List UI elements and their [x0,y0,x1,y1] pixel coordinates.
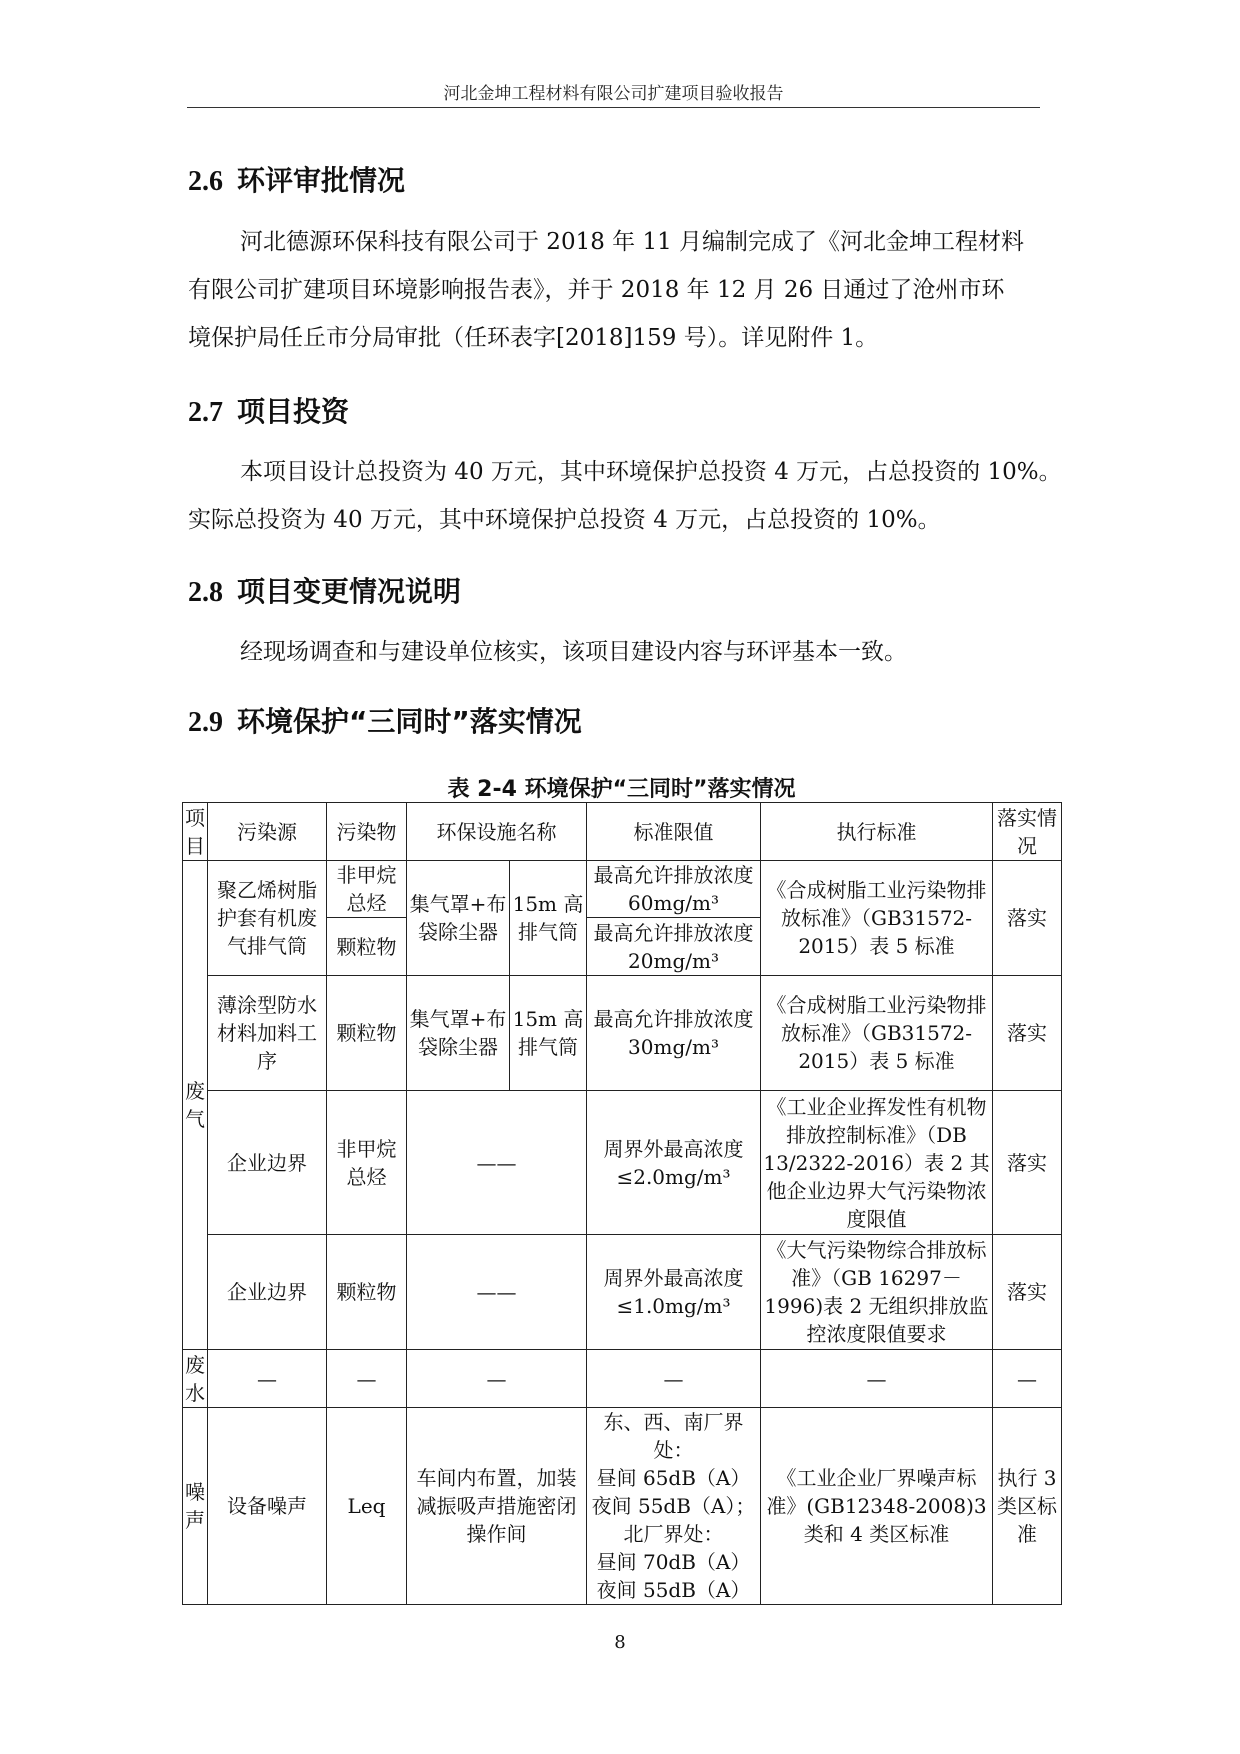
cell-status: 落实 [993,861,1062,976]
cell-limit: 最高允许排放浓度 60mg/m³ [587,861,761,918]
cell-facility: —— [407,1235,587,1350]
cell-limit: 最高允许排放浓度 30mg/m³ [587,976,761,1091]
cell-pollutant: — [327,1350,407,1408]
paragraph-line: 实际总投资为 40 万元，其中环境保护总投资 4 万元，占总投资的 10%。 [188,507,941,533]
section-heading-2-8 [188,575,461,610]
cell-facility: 车间内布置，加装减振吸声措施密闭操作间 [407,1408,587,1605]
three-simultaneous-table [182,802,1062,1605]
cell-status: 落实 [993,1091,1062,1235]
limit-line: 夜间 55dB（A）； [591,1494,756,1518]
cell-source: 聚乙烯树脂护套有机废气排气筒 [208,861,327,976]
table-row [183,976,1062,1091]
cell-source: — [208,1350,327,1408]
header-facility: 环保设施名称 [407,803,587,861]
cell-standard: 《工业企业挥发性有机物排放控制标准》（DB 13/2322-2016）表 2 其他企业边界大气污染物浓度限值 [761,1091,993,1235]
section-heading-2-9 [188,705,582,740]
cell-stack: 15m 高排气筒 [510,861,587,976]
section-number: 2.8 [188,577,223,608]
cell-pollutant: Leq [327,1408,407,1605]
cell-source: 企业边界 [208,1091,327,1235]
paragraph-line: 经现场调查和与建设单位核实，该项目建设内容与环评基本一致。 [240,639,907,665]
cell-pollutant: 非甲烷总烃 [327,1091,407,1235]
header-rule [187,107,1040,108]
cell-facility: 集气罩+布袋除尘器 [407,976,510,1091]
cell-facility: 集气罩+布袋除尘器 [407,861,510,976]
paragraph-line: 有限公司扩建项目环境影响报告表》，并于 2018 年 12 月 26 日通过了沧州市环 [188,277,1005,303]
table-caption: 表 2-4 环境保护“三同时”落实情况 [447,777,796,802]
section-number: 2.6 [188,166,223,197]
header-pollutant: 污染物 [327,803,407,861]
category-water: 废水 [183,1350,208,1408]
header-status: 落实情况 [993,803,1062,861]
table-row [183,1091,1062,1235]
header-standard: 执行标准 [761,803,993,861]
section-heading-2-7 [188,395,349,430]
table-row [183,1350,1062,1408]
section-title: 环评审批情况 [237,164,406,197]
category-gas: 废气 [183,861,208,1350]
header-source: 污染源 [208,803,327,861]
cell-status: 执行 3 类区标准 [993,1408,1062,1605]
table-row [183,861,1062,918]
page-header: 河北金坤工程材料有限公司扩建项目验收报告 [443,84,784,104]
cell-standard: 《大气污染物综合排放标准》（GB 16297－1996)表 2 无组织排放监控浓度限值要求 [761,1235,993,1350]
cell-limit: 最高允许排放浓度 20mg/m³ [587,918,761,976]
cell-standard: 《合成树脂工业污染物排放标准》（GB31572-2015）表 5 标准 [761,861,993,976]
limit-line: 夜间 55dB（A） [596,1578,751,1602]
cell-pollutant: 颗粒物 [327,1235,407,1350]
paragraph-line: 本项目设计总投资为 40 万元，其中环境保护总投资 4 万元，占总投资的 10%。 [240,459,1062,485]
cell-limit: 周界外最高浓度≤1.0mg/m³ [587,1235,761,1350]
table-header-row [183,803,1062,861]
cell-facility: —— [407,1091,587,1235]
limit-line: 昼间 70dB（A） [596,1550,751,1574]
section-number: 2.7 [188,397,223,428]
cell-pollutant: 非甲烷总烃 [327,861,407,918]
section-title: 项目变更情况说明 [237,575,462,608]
cell-limit: 周界外最高浓度≤2.0mg/m³ [587,1091,761,1235]
paragraph-line: 境保护局任丘市分局审批（任环表字[2018]159 号）。详见附件 1。 [188,325,879,351]
limit-line: 北厂界处： [623,1522,724,1546]
cell-facility: — [407,1350,587,1408]
section-number: 2.9 [188,707,223,738]
cell-standard: — [761,1350,993,1408]
cell-status: 落实 [993,976,1062,1091]
section-title: 环境保护“三同时”落实情况 [237,705,582,738]
header-limit: 标准限值 [587,803,761,861]
table-row [183,1408,1062,1605]
cell-status: — [993,1350,1062,1408]
table-row [183,1235,1062,1350]
limit-line: 昼间 65dB（A） [596,1466,751,1490]
cell-source: 薄涂型防水材料加料工序 [208,976,327,1091]
cell-pollutant: 颗粒物 [327,976,407,1091]
cell-stack: 15m 高排气筒 [510,976,587,1091]
limit-line: 东、西、南厂界处： [603,1410,744,1462]
cell-standard: 《合成树脂工业污染物排放标准》（GB31572-2015）表 5 标准 [761,976,993,1091]
section-heading-2-6 [188,164,405,199]
cell-standard: 《工业企业厂界噪声标准》(GB12348-2008)3 类和 4 类区标准 [761,1408,993,1605]
paragraph-line: 河北德源环保科技有限公司于 2018 年 11 月编制完成了《河北金坤工程材料 [240,229,1025,255]
cell-source: 企业边界 [208,1235,327,1350]
page-number: 8 [614,1632,626,1653]
cell-pollutant: 颗粒物 [327,918,407,976]
header-item: 项目 [183,803,208,861]
category-noise: 噪声 [183,1408,208,1605]
cell-limit [587,1408,761,1605]
section-title: 项目投资 [237,395,350,428]
cell-status: 落实 [993,1235,1062,1350]
cell-limit: — [587,1350,761,1408]
cell-source: 设备噪声 [208,1408,327,1605]
